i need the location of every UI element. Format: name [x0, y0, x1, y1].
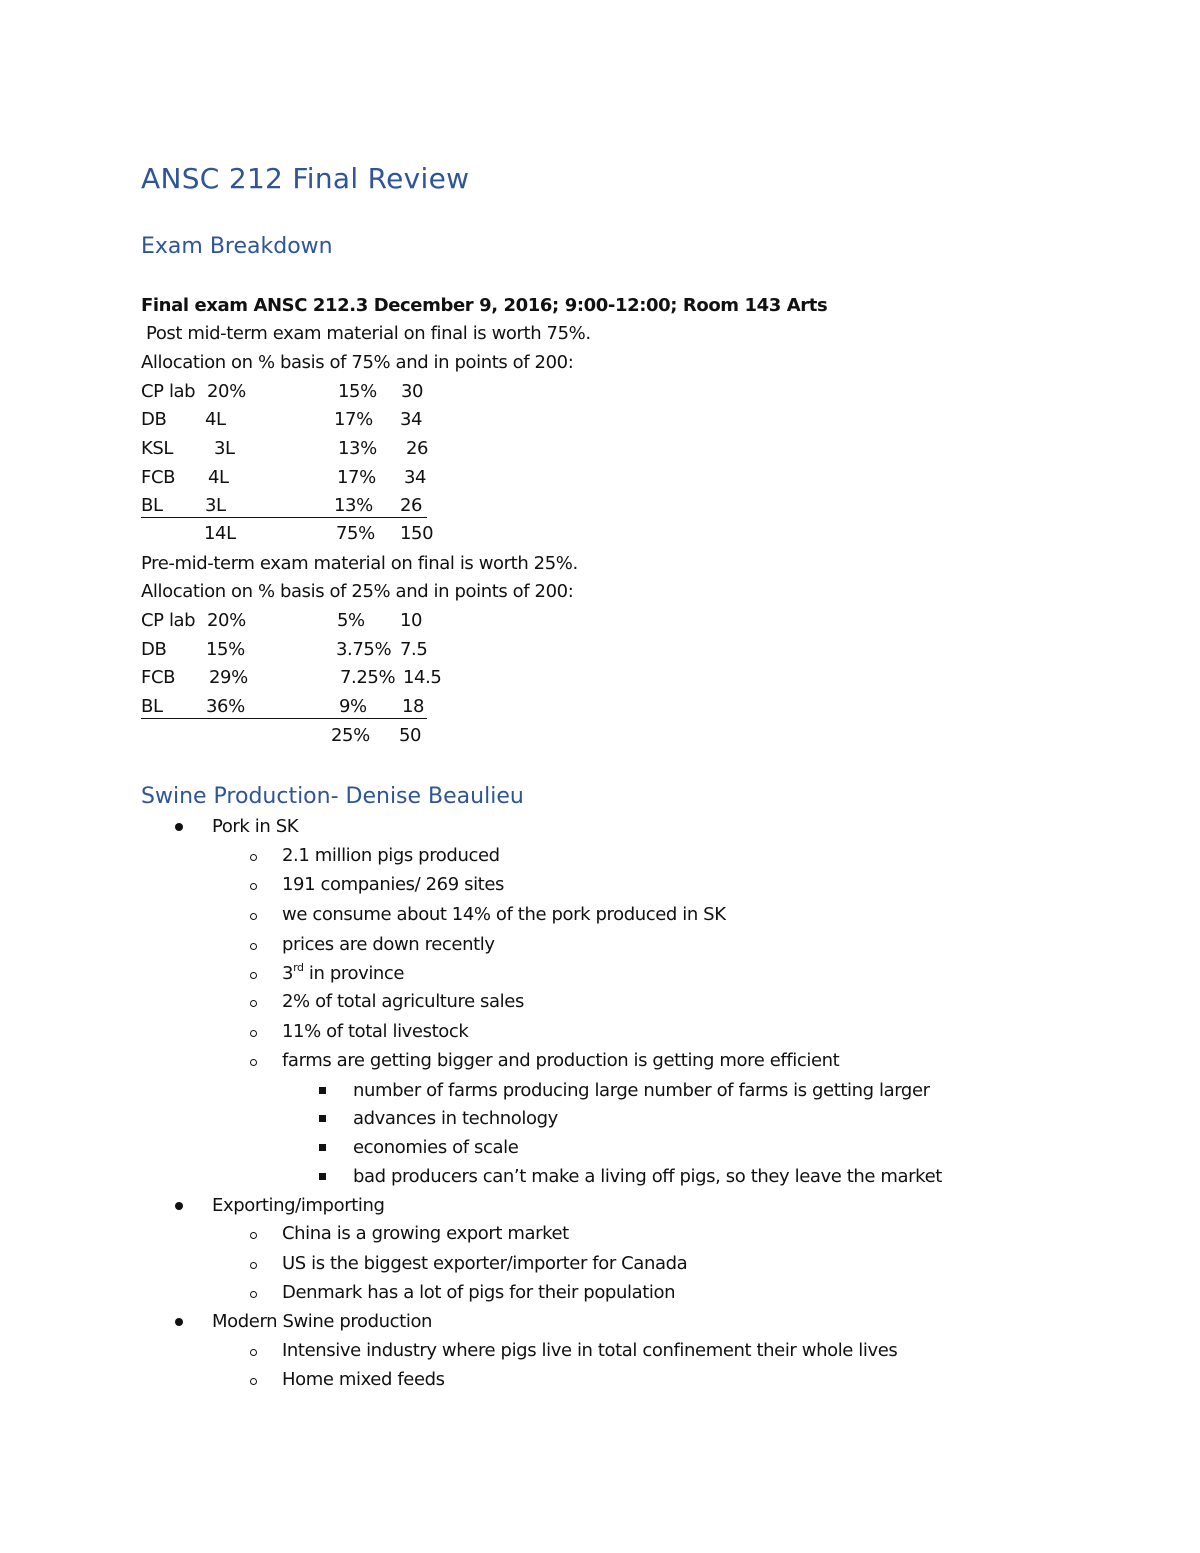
row-lectures: 36% — [206, 696, 245, 717]
circle-bullet-icon — [250, 913, 257, 920]
row-name: FCB — [141, 467, 176, 488]
row-percent: 17% — [334, 409, 373, 430]
circle-bullet-icon — [250, 883, 257, 890]
swine-production-heading: Swine Production- Denise Beaulieu — [141, 784, 524, 809]
table-total-row — [141, 522, 461, 546]
table-row — [141, 666, 461, 690]
list-item-text: China is a growing export market — [282, 1223, 569, 1244]
square-bullet-icon — [319, 1173, 326, 1180]
circle-bullet-icon — [250, 1378, 257, 1385]
row-percent: 17% — [337, 467, 376, 488]
list-item-text: we consume about 14% of the pork produced in SK — [282, 904, 726, 925]
bullet-icon — [175, 1202, 183, 1210]
circle-bullet-icon — [250, 1232, 257, 1239]
row-name: KSL — [141, 438, 174, 459]
post-midterm-note: Post mid-term exam material on final is worth 75%. — [146, 323, 591, 344]
table-row — [141, 380, 461, 404]
total-points: 50 — [399, 725, 422, 746]
row-percent: 13% — [334, 495, 373, 516]
table-row — [141, 695, 461, 719]
exam-breakdown-heading: Exam Breakdown — [141, 234, 333, 259]
list-item-text: farms are getting bigger and production is getting more efficient — [282, 1050, 840, 1071]
row-points: 18 — [402, 696, 425, 717]
row-name: CP lab — [141, 381, 196, 402]
circle-bullet-icon — [250, 1030, 257, 1037]
ordinal-number: 3 — [282, 963, 294, 984]
list-item-text: Exporting/importing — [212, 1195, 385, 1216]
list-item-text: 2.1 million pigs produced — [282, 845, 500, 866]
row-lectures: 20% — [207, 381, 246, 402]
table-row — [141, 638, 461, 662]
row-lectures: 15% — [206, 639, 245, 660]
table-row — [141, 609, 461, 633]
row-lectures: 4L — [208, 467, 229, 488]
row-lectures: 29% — [209, 667, 248, 688]
circle-bullet-icon — [250, 1262, 257, 1269]
row-points: 26 — [400, 495, 423, 516]
row-name: BL — [141, 696, 163, 717]
row-lectures: 3L — [214, 438, 235, 459]
circle-bullet-icon — [250, 943, 257, 950]
row-points: 34 — [404, 467, 427, 488]
bullet-icon — [175, 1318, 183, 1326]
total-lectures: 14L — [204, 523, 236, 544]
list-item-text: 191 companies/ 269 sites — [282, 874, 504, 895]
row-points: 7.5 — [400, 639, 428, 660]
row-percent: 7.25% — [340, 667, 396, 688]
row-name: CP lab — [141, 610, 196, 631]
list-item-text: US is the biggest exporter/importer for Canada — [282, 1253, 688, 1274]
list-item-text: Denmark has a lot of pigs for their population — [282, 1282, 676, 1303]
circle-bullet-icon — [250, 854, 257, 861]
row-name: FCB — [141, 667, 176, 688]
row-points: 34 — [400, 409, 423, 430]
square-bullet-icon — [319, 1115, 326, 1122]
row-percent: 9% — [339, 696, 367, 717]
row-percent: 5% — [337, 610, 365, 631]
row-name: DB — [141, 409, 167, 430]
list-item-text: Pork in SK — [212, 816, 299, 837]
list-item-text: Home mixed feeds — [282, 1369, 445, 1390]
row-points: 14.5 — [403, 667, 442, 688]
circle-bullet-icon — [250, 1059, 257, 1066]
table-total-row — [141, 724, 461, 748]
row-name: BL — [141, 495, 163, 516]
exam-info: Final exam ANSC 212.3 December 9, 2016; 9:00-12:00; Room 143 Arts — [141, 295, 828, 316]
document-title: ANSC 212 Final Review — [141, 162, 470, 195]
table-row — [141, 466, 461, 490]
pre-midterm-allocation: Allocation on % basis of 25% and in points of 200: — [141, 581, 574, 602]
pre-midterm-note: Pre-mid-term exam material on final is worth 25%. — [141, 553, 578, 574]
list-item-text: 2% of total agriculture sales — [282, 991, 524, 1012]
table-row — [141, 408, 461, 432]
table-underline — [141, 517, 427, 518]
row-lectures: 4L — [205, 409, 226, 430]
row-points: 30 — [401, 381, 424, 402]
post-midterm-allocation: Allocation on % basis of 75% and in points of 200: — [141, 352, 574, 373]
total-percent: 25% — [331, 725, 370, 746]
row-percent: 13% — [338, 438, 377, 459]
ordinal-suffix: rd — [293, 961, 304, 974]
row-percent: 3.75% — [336, 639, 392, 660]
row-points: 26 — [406, 438, 429, 459]
total-percent: 75% — [336, 523, 375, 544]
list-item-text: advances in technology — [353, 1108, 558, 1129]
row-lectures: 3L — [205, 495, 226, 516]
row-percent: 15% — [338, 381, 377, 402]
list-item-text: number of farms producing large number of farms is getting larger — [353, 1080, 930, 1101]
list-item-text: 11% of total livestock — [282, 1021, 469, 1042]
row-lectures: 20% — [207, 610, 246, 631]
table-row — [141, 437, 461, 461]
bullet-icon — [175, 823, 183, 831]
list-item-text: prices are down recently — [282, 934, 495, 955]
ordinal-rest: in province — [303, 963, 405, 984]
circle-bullet-icon — [250, 1349, 257, 1356]
list-item-text: bad producers can’t make a living off pigs, so they leave the market — [353, 1166, 942, 1187]
circle-bullet-icon — [250, 1291, 257, 1298]
square-bullet-icon — [319, 1087, 326, 1094]
row-points: 10 — [400, 610, 423, 631]
circle-bullet-icon — [250, 1000, 257, 1007]
table-underline — [141, 718, 427, 719]
row-name: DB — [141, 639, 167, 660]
circle-bullet-icon — [250, 972, 257, 979]
table-row — [141, 494, 461, 518]
list-item-text: Modern Swine production — [212, 1311, 433, 1332]
square-bullet-icon — [319, 1144, 326, 1151]
list-item-text: economies of scale — [353, 1137, 519, 1158]
list-item-text: Intensive industry where pigs live in total confinement their whole lives — [282, 1340, 898, 1361]
total-points: 150 — [400, 523, 434, 544]
list-item-text — [282, 962, 404, 986]
